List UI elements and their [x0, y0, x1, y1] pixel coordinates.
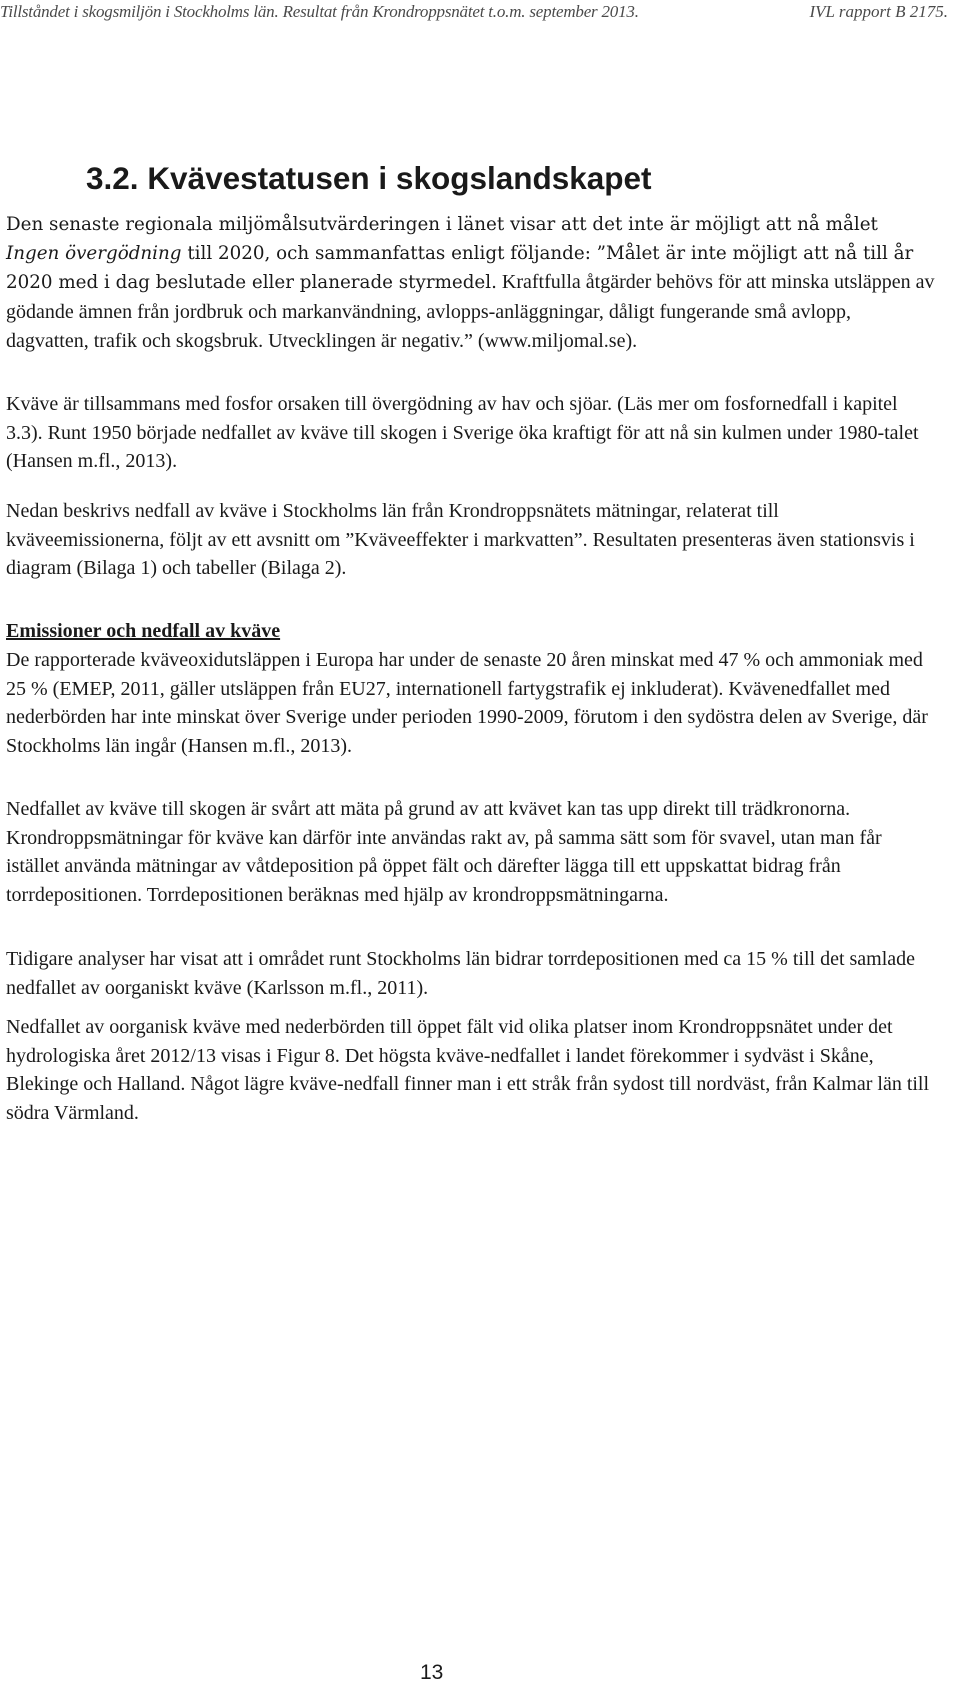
intro-paragraph — [6, 211, 936, 357]
intro-text-2: till 2020, och sammanfattas enligt följande: ”Målet är inte möjligt att nå till år 2020 med i dag beslutade eller planerade styrmedel. — [6, 242, 914, 294]
section-number: 3.2. — [86, 160, 139, 196]
intro-text-3: Kraftfulla åtgärder behövs för att minska utsläppen av gödande ämnen från jordbruk och markanvändning, avlopps-anläggningar, dåligt fungerande små avlopp, dagvatten, trafik och skogsbruk. Utvecklingen är negativ.” (www.miljomal.se). — [6, 271, 935, 353]
section-heading — [86, 160, 652, 197]
intro-italic-goal: Ingen övergödning — [6, 242, 182, 264]
paragraph-nitrogen-phosphorus: Kväve är tillsammans med fosfor orsaken till övergödning av hav och sjöar. (Läs mer om fosfornedfall i kapitel 3.3). Runt 1950 började nedfallet av kväve till skogen i Sverige öka kraftigt för att nå sin kulmen under 1980-talet (Hansen m.fl., 2013). — [6, 393, 919, 473]
section-title: Kvävestatusen i skogslandskapet — [147, 160, 652, 196]
page-number: 13 — [420, 1661, 444, 1684]
paragraph-deposition-map: Nedfallet av oorganisk kväve med nederbörden till öppet fält vid olika platser inom Krondroppsnätet under det hydrologiska året 2012/13 visas i Figur 8. Det högsta kväve-nedfallet i landet förekommer i sydväst i Skåne, Blekinge och Halland. Något lägre kväve-nedfall finner man i ett stråk från sydost till nordväst, från Kalmar län till södra Värmland. — [6, 1016, 930, 1124]
paragraph-measurement: Nedfallet av kväve till skogen är svårt att mäta på grund av att kvävet kan tas upp direkt till trädkronorna. Krondroppsmätningar för kväve kan därför inte användas rakt av, på samma sätt som för svavel, utan man får istället använda mätningar av våtdeposition på öppet fält och därefter lägga till ett uppskattat bidrag från torrdepositionen. Torrdepositionen beräknas med hjälp av krondroppsmätningarna. — [6, 798, 882, 906]
subheading-emissions: Emissioner och nedfall av kväve — [6, 620, 281, 642]
header-report-number: IVL rapport B 2175. — [809, 2, 948, 21]
paragraph-emissions: De rapporterade kväveoxidutsläppen i Europa har under de senaste 20 åren minskat med 47 % och ammoniak med 25 % (EMEP, 2011, gäller utsläppen från EU27, internationell fartygstrafik ej inkluderat). Kvävenedfallet med nederbörden har inte minskat över Sverige under perioden 1990-2009, förutom i den sydöstra delen av Sverige, där Stockholms län ingår (Hansen m.fl., 2013). — [6, 649, 928, 757]
header-report-title: Tillståndet i skogsmiljön i Stockholms län. Resultat från Krondroppsnätet t.o.m. september 2013. — [0, 2, 639, 21]
paragraph-dry-deposition: Tidigare analyser har visat att i området runt Stockholms län bidrar torrdepositionen med ca 15 % till det samlade nedfallet av oorganiskt kväve (Karlsson m.fl., 2011). — [6, 948, 916, 999]
paragraph-overview: Nedan beskrivs nedfall av kväve i Stockholms län från Krondroppsnätets mätningar, relaterat till kväveemissionerna, följt av ett avsnitt om ”Kväveeffekter i markvatten”. Resultaten presenteras även stationsvis i diagram (Bilaga 1) och tabeller (Bilaga 2). — [6, 500, 915, 580]
page-header — [0, 0, 960, 26]
intro-text-1: Den senaste regionala miljömålsutvärderingen i länet visar att det inte är möjligt att nå målet — [6, 214, 878, 235]
